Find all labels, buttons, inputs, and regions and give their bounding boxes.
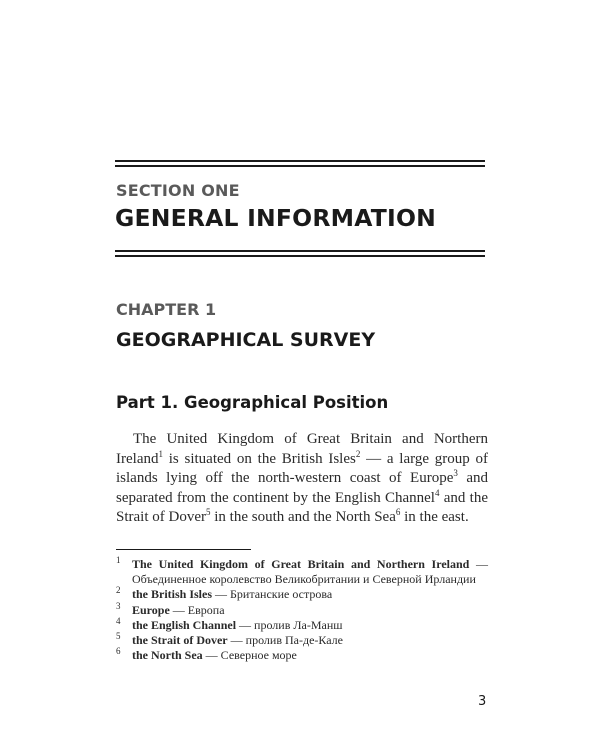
page-number: 3 bbox=[478, 694, 487, 709]
text-run: and separated from the continent by the English Channel bbox=[116, 470, 488, 506]
text-run: in the east. bbox=[400, 509, 469, 525]
footnote-term: The United Kingdom of Great Britain and Northern Ireland bbox=[132, 557, 470, 571]
footnote-item bbox=[116, 557, 488, 587]
footnote-item bbox=[116, 633, 488, 648]
footnote-translation: — Европа bbox=[169, 602, 225, 617]
footnote-term: Europe bbox=[132, 602, 170, 617]
footnote-term: the Strait of Dover bbox=[132, 633, 228, 648]
footnotes bbox=[116, 557, 488, 663]
footnote-number: 2 bbox=[116, 585, 121, 596]
footnote-ref: 3 bbox=[453, 468, 458, 478]
footnote-ref: 1 bbox=[158, 448, 163, 459]
footnote-number: 5 bbox=[116, 631, 121, 642]
top-double-rule bbox=[115, 160, 485, 167]
bottom-double-rule bbox=[115, 250, 485, 257]
footnote-number: 4 bbox=[116, 615, 121, 626]
paragraph-1 bbox=[116, 430, 488, 528]
footnote-separator bbox=[116, 549, 251, 550]
footnote-ref: 5 bbox=[205, 507, 211, 517]
text-run: — a large group of islands lying off the north-western coast of Europe bbox=[116, 450, 488, 486]
footnote-number: 6 bbox=[116, 646, 121, 657]
footnote-translation: — Северное море bbox=[202, 648, 297, 663]
footnote-translation: — Объединенное королевство Великобритании и Северной Ирландии bbox=[132, 557, 488, 587]
part-title: Part 1. Geographical Position bbox=[116, 393, 389, 412]
footnote-ref: 2 bbox=[355, 448, 361, 459]
footnote-term: the North Sea bbox=[132, 648, 203, 663]
footnote-number: 3 bbox=[116, 600, 121, 611]
footnote-term: the British Isles bbox=[132, 587, 213, 602]
body-paragraph bbox=[116, 430, 488, 528]
section-title: GENERAL INFORMATION bbox=[115, 204, 437, 232]
chapter-label: CHAPTER 1 bbox=[116, 300, 217, 319]
footnote-item bbox=[116, 600, 488, 618]
text-run: in the south and the North Sea bbox=[210, 509, 396, 525]
chapter-title: GEOGRAPHICAL SURVEY bbox=[116, 329, 376, 351]
footnote-item bbox=[116, 648, 488, 663]
footnote-translation: — пролив Ла-Манш bbox=[236, 617, 343, 632]
text-run: and the Strait of Dover bbox=[116, 489, 488, 525]
footnote-term: the English Channel bbox=[132, 617, 237, 632]
footnote-item bbox=[116, 615, 488, 633]
footnote-translation: — Британские острова bbox=[212, 587, 333, 602]
section-label: SECTION ONE bbox=[116, 181, 240, 200]
footnote-translation: — пролив Па-де-Кале bbox=[227, 633, 343, 648]
text-run: is situated on the British Isles bbox=[162, 450, 356, 467]
footnote-ref: 6 bbox=[395, 507, 401, 517]
text-run: The United Kingdom of Great Britain and Northern Ireland bbox=[116, 431, 488, 467]
footnote-ref: 4 bbox=[434, 487, 440, 498]
footnote-number: 1 bbox=[116, 555, 121, 565]
footnote-item bbox=[116, 587, 488, 602]
